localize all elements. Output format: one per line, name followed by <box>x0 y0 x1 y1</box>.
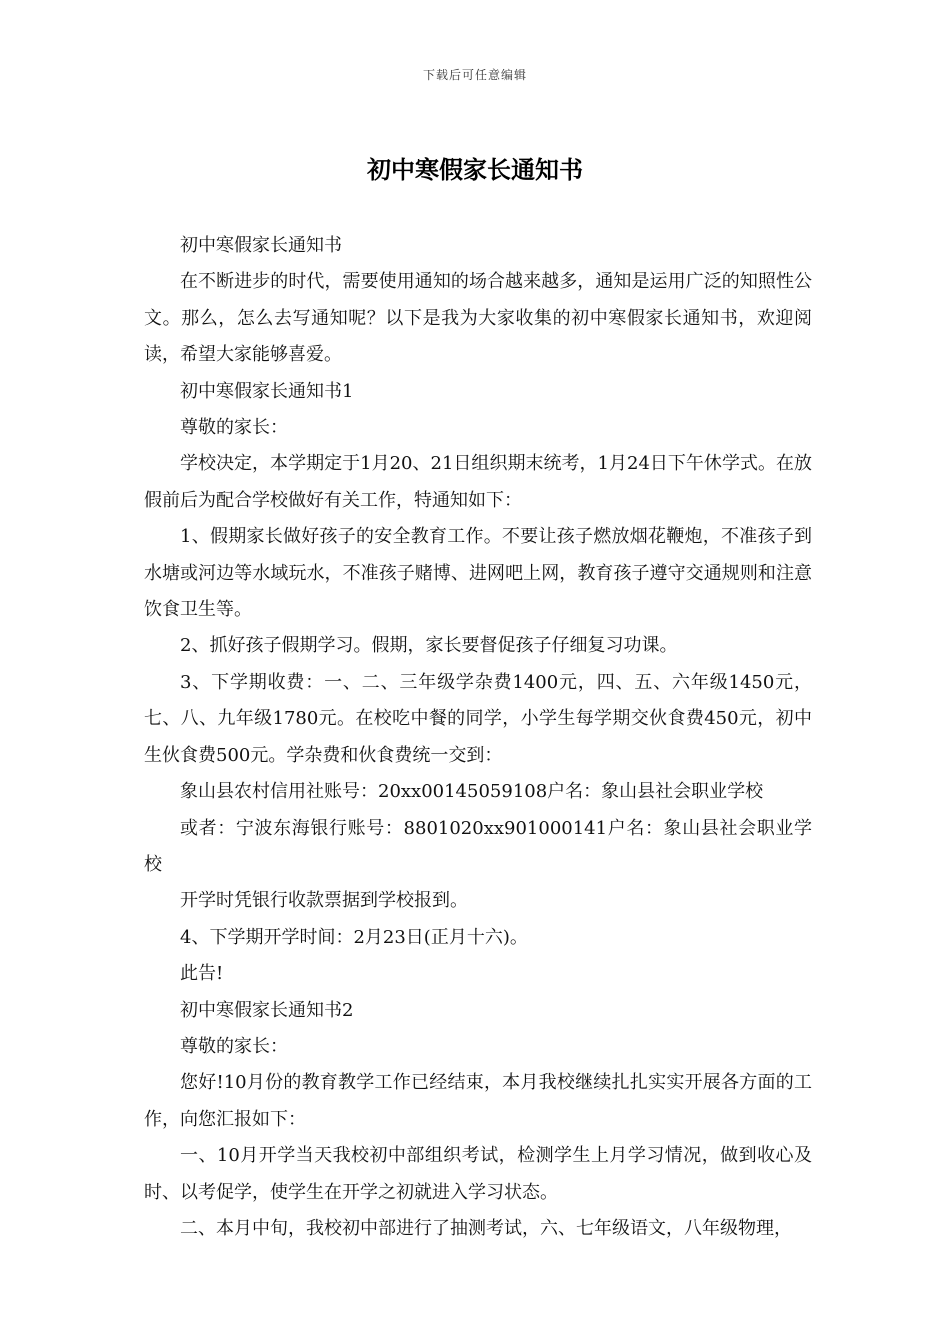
header-note: 下载后可任意编辑 <box>422 68 527 82</box>
document-body <box>144 228 812 1247</box>
paragraph: 初中寒假家长通知书1 <box>180 380 354 402</box>
paragraph: 尊敬的家长： <box>180 1035 288 1057</box>
paragraph: 初中寒假家长通知书 <box>180 235 342 256</box>
paragraph: 4、下学期开学时间：2月23日(正月十六)。 <box>180 926 528 948</box>
paragraph: 象山县农村信用社账号：20xx00145059108户名：象山县社会职业学校 <box>180 781 764 803</box>
paragraph: 2、抓好孩子假期学习。假期，家长要督促孩子仔细复习功课。 <box>180 635 678 657</box>
document-title: 初中寒假家长通知书 <box>367 155 583 184</box>
paragraph: 在不断进步的时代，需要使用通知的场合越来越多，通知是运用广泛的知照性公文。那么，怎么去写通知呢？以下是我为大家收集的初中寒假家长通知书，欢迎阅读，希望大家能够喜爱。 <box>144 271 812 366</box>
paragraph: 此告! <box>180 963 224 985</box>
paragraph: 您好!10月份的教育教学工作已经结束，本月我校继续扎扎实实开展各方面的工作，向您汇报如下： <box>144 1072 812 1130</box>
paragraph: 或者：宁波东海银行账号：8801020xx901000141户名：象山县社会职业学校 <box>144 817 812 875</box>
paragraph: 初中寒假家长通知书2 <box>180 999 354 1021</box>
paragraph: 3、下学期收费：一、二、三年级学杂费1400元，四、五、六年级1450元，七、八、九年级1780元。在校吃中餐的同学，小学生每学期交伙食费450元，初中生伙食费500元。学杂费和伙食费统一交到： <box>144 671 812 766</box>
paragraph: 一、10月开学当天我校初中部组织考试，检测学生上月学习情况，做到收心及时、以考促学，使学生在开学之初就进入学习状态。 <box>144 1145 812 1203</box>
paragraph: 学校决定，本学期定于1月20、21日组织期末统考，1月24日下午休学式。在放假前后为配合学校做好有关工作，特通知如下： <box>144 453 812 511</box>
paragraph: 1、假期家长做好孩子的安全教育工作。不要让孩子燃放烟花鞭炮，不准孩子到水塘或河边等水域玩水，不准孩子赌博、进网吧上网，教育孩子遵守交通规则和注意饮食卫生等。 <box>144 526 812 621</box>
paragraph: 二、本月中旬，我校初中部进行了抽测考试，六、七年级语文，八年级物理， <box>180 1217 792 1239</box>
paragraph: 开学时凭银行收款票据到学校报到。 <box>180 890 468 912</box>
paragraph: 尊敬的家长： <box>180 417 288 439</box>
